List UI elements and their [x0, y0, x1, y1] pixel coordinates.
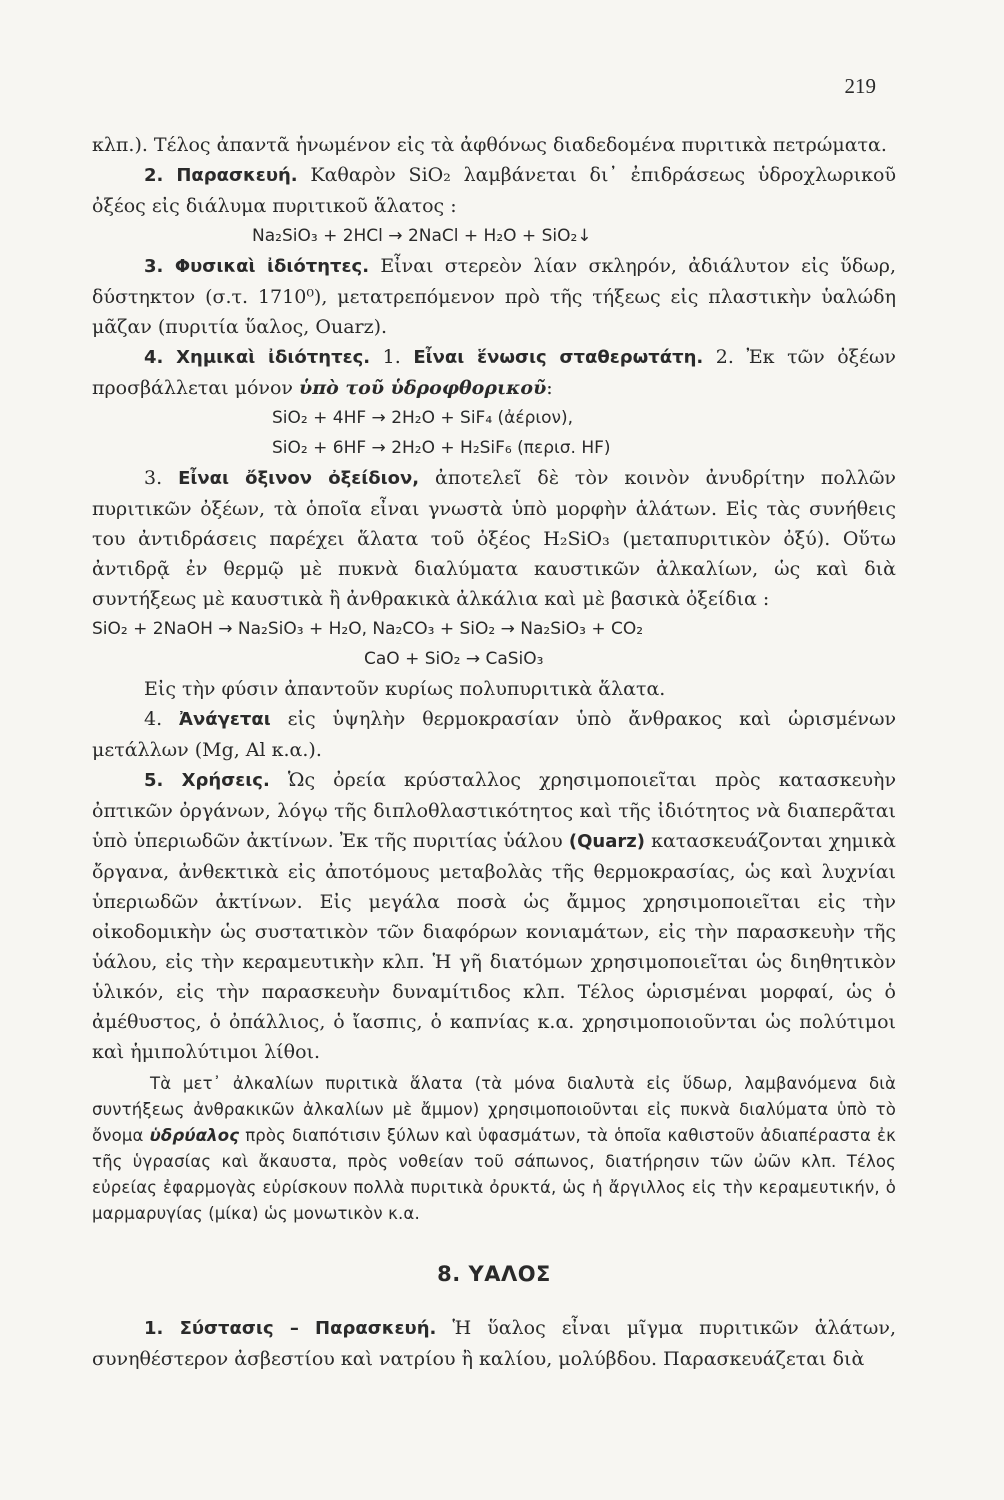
item-3-bold: Εἶναι ὄξινον ὀξείδιον,	[178, 468, 420, 489]
equation-hf-2: SiO₂ + 6HF → 2H₂O + H₂SiF₆ (περισ. HF)	[272, 438, 611, 458]
item-1-bold: Εἶναι ἕνωσις σταθερωτάτη.	[413, 347, 704, 368]
item-4-bold: Ἀνάγεται	[179, 709, 271, 730]
small-print-text-a: Τὰ μετ᾽ ἀλκαλίων πυριτικὰ ἅλατα (τὰ μόνα διαλυτὰ εἰς ὕδωρ, λαμβανόμενα διὰ συντήξεως ἀνθρακικῶν ἀλκαλίων μὲ ἄμμον) χρησιμοποιοῦνται εἰς πυκνὰ διαλύματα ὑπὸ τὸ ὄνομα	[92, 1074, 896, 1145]
uses-text-a: Ὡς ὀρεία κρύσταλλος χρησιμοποιεῖται πρὸς κατασκευὴν ὀπτικῶν ὀργάνων, λόγῳ τῆς διπλοθλαστικότητος καὶ τῆς ἰδιότητος νὰ διαπερᾶται ὑπὸ ὑπεριωδῶν ἀκτίνων. Ἐκ τῆς πυριτίας ὑάλου	[92, 769, 896, 852]
small-print-paragraph	[92, 1071, 896, 1227]
item-4-paragraph	[92, 704, 896, 765]
item-3-paragraph	[92, 463, 896, 614]
item-4-label: 4.	[144, 708, 163, 730]
equation-naoh: SiO₂ + 2NaOH → Na₂SiO₃ + H₂O, Na₂CO₃ + SiO₂ → Na₂SiO₃ + CO₂	[92, 619, 644, 639]
preparation-heading: 2. Παρασκευή.	[144, 165, 298, 186]
equation-hf-1: SiO₂ + 4HF → 2H₂O + SiF₄ (ἀέριον),	[272, 408, 574, 428]
item-3-end: Εἰς τὴν φύσιν ἀπαντοῦν κυρίως πολυπυριτικὰ ἅλατα.	[144, 678, 666, 700]
physical-properties-paragraph	[92, 251, 896, 342]
small-print-emphasis: ὑδρύαλος	[149, 1126, 240, 1145]
intro-paragraph: κλπ.). Τέλος ἀπαντᾶ ἡνωμένον εἰς τὰ ἀφθόνως διαδεδομένα πυριτικὰ πετρώματα.	[92, 134, 887, 156]
physical-properties-heading: 3. Φυσικαὶ ἰδιότητες.	[144, 256, 370, 277]
equation-cao: CaO + SiO₂ → CaSiO₃	[364, 649, 544, 669]
page-body	[92, 130, 896, 1374]
item-2-tail: :	[546, 377, 553, 399]
preparation-paragraph	[92, 160, 896, 221]
item-3-label: 3.	[144, 467, 163, 489]
physical-properties-text: Εἶναι στερεὸν λίαν σκληρόν, ἀδιάλυτον εἰς ὕδωρ, δύστηκτον (σ.τ. 1710⁰), μετατρεπόμενον πρὸ τῆς τήξεως εἰς πλαστικὴν ὑαλώδη μᾶζαν (πυριτία ὕαλος, Ouarz).	[92, 255, 896, 338]
uses-quarz: (Quarz)	[568, 831, 645, 852]
uses-paragraph	[92, 765, 896, 1067]
item-1-label: 1.	[382, 346, 401, 368]
item-2-emphasis: ὑπὸ τοῦ ὑδροφθορικοῦ	[299, 377, 547, 399]
preparation-text: Καθαρὸν SiO₂ λαμβάνεται δι᾽ ἐπιδράσεως ὑδροχλωρικοῦ ὀξέος εἰς διάλυμα πυριτικοῦ ἅλατος :	[92, 164, 896, 217]
item-3-text: ἀποτελεῖ δὲ τὸν κοινὸν ἀνυδρίτην πολλῶν πυριτικῶν ὀξέων, τὰ ὁποῖα εἶναι γνωστὰ ὑπὸ μορφὴν ἁλάτων. Εἰς τὰς συνήθεις του ἀντιδράσεις παρέχει ἅλατα τοῦ ὀξέος H₂SiO₃ (μεταπυριτικὸν ὀξύ). Οὕτω ἀντιδρᾷ ἐν θερμῷ μὲ πυκνὰ διαλύματα καυστικῶν ἀλκαλίων, ὡς καὶ διὰ συντήξεως μὲ καυστικὰ ἢ ἀνθρακικὰ ἀλκάλια καὶ μὲ βασικὰ ὀξείδια :	[92, 467, 896, 610]
glass-paragraph	[92, 1313, 896, 1374]
glass-heading: 1. Σύστασις – Παρασκευή.	[144, 1318, 437, 1339]
item-2-text: 2. Ἐκ τῶν ὀξέων προσβάλλεται μόνον	[92, 346, 896, 399]
uses-heading: 5. Χρήσεις.	[144, 770, 270, 791]
chemical-properties-heading: 4. Χημικαὶ ἰδιότητες.	[144, 347, 371, 368]
item-4-text: εἰς ὑψηλὴν θερμοκρασίαν ὑπὸ ἄνθρακος καὶ ὡρισμένων μετάλλων (Mg, Al κ.α.).	[92, 708, 896, 761]
glass-text: Ἡ ὕαλος εἶναι μῖγμα πυριτικῶν ἁλάτων, συνηθέστερον ἀσβεστίου καὶ νατρίου ἢ καλίου, μολύβδου. Παρασκευάζεται διὰ	[92, 1317, 896, 1370]
small-print-text-b: πρὸς διαπότισιν ξύλων καὶ ὑφασμάτων, τὰ ὁποῖα καθιστοῦν ἀδιαπέραστα ἐκ τῆς ὑγρασίας καὶ ἄκαυστα, πρὸς νοθείαν τοῦ σάπωνος, διατήρησιν τῶν ὠῶν κλπ. Τέλος εὐρείας ἐφαρμογὰς εὑρίσκουν πολλὰ πυριτικὰ ὀρυκτά, ὡς ἡ ἄργιλλος εἰς τὴν κεραμευτικήν, ὁ μαρμαρυγίας (μίκα) ὡς μονωτικὸν κ.α.	[92, 1126, 896, 1223]
uses-text-b: κατασκευάζονται χημικὰ ὄργανα, ἀνθεκτικὰ εἰς ἀποτόμους μεταβολὰς τῆς θερμοκρασίας, ὡς καὶ λυχνίαι ὑπεριωδῶν ἀκτίνων. Εἰς μεγάλα ποσὰ ὡς ἄμμος χρησιμοποιεῖται εἰς τὴν οἰκοδομικὴν ὡς συστατικὸν τῶν διαφόρων κονιαμάτων, εἰς τὴν παρασκευὴν τῆς ὑάλου, εἰς τὴν κεραμευτικὴν κλπ. Ἡ γῆ διατόμων χρησιμοποιεῖται ὡς διηθητικὸν ὑλικόν, εἰς τὴν παρασκευὴν δυναμίτιδος κλπ. Τέλος ὡρισμέναι μορφαί, ὡς ὁ ἀμέθυστος, ὁ ὀπάλλιος, ὁ ἴασπις, ὁ καπνίας κ.α. χρησιμοποιοῦνται ὡς πολύτιμοι καὶ ἡμιπολύτιμοι λίθοι.	[92, 830, 896, 1063]
section-title: 8. ΥΑΛΟΣ	[437, 1262, 551, 1286]
chemical-properties-paragraph	[92, 342, 896, 403]
equation-preparation: Na₂SiO₃ + 2HCl → 2NaCl + H₂O + SiO₂↓	[252, 226, 592, 246]
page-number: 219	[844, 74, 876, 98]
